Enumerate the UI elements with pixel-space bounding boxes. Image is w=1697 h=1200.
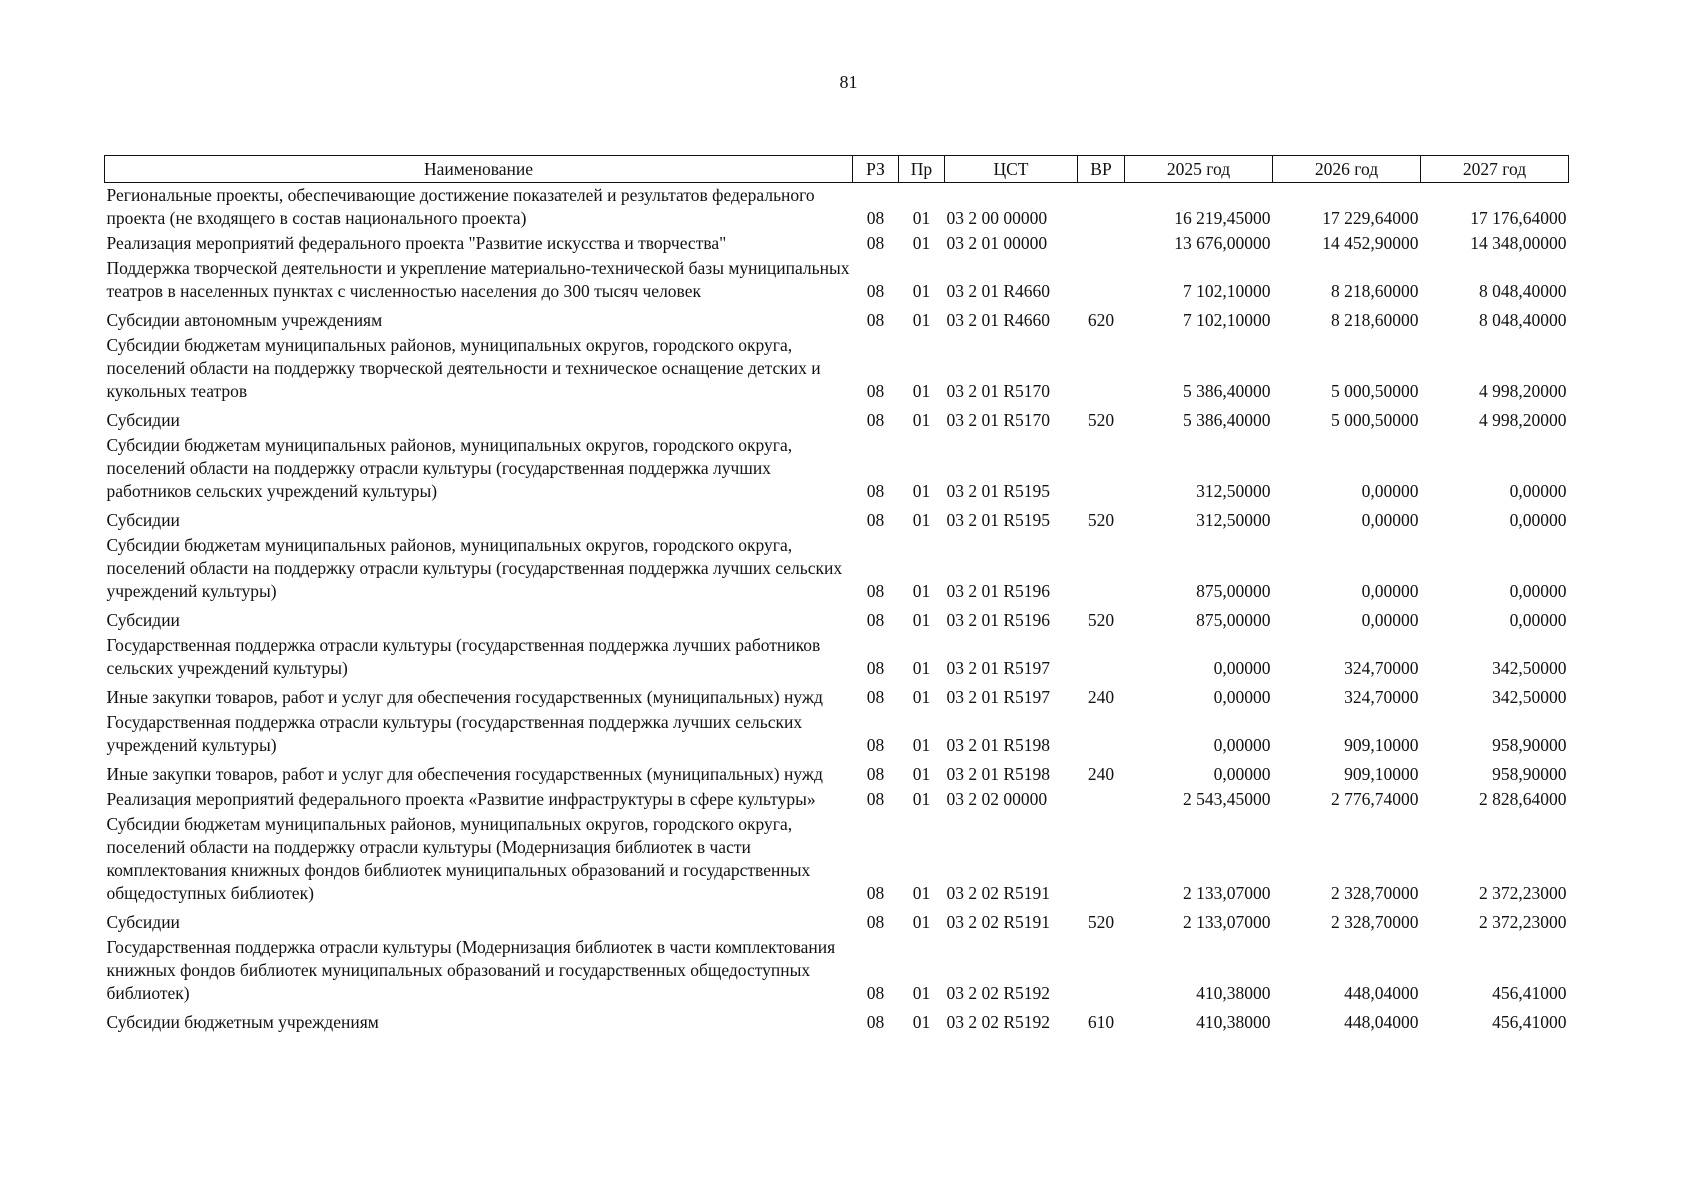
row-amount-2025: 410,38000 [1196,1012,1271,1032]
row-cst-cell: 03 2 00 00000 [946,208,1048,228]
row-vr-cell: 520 [1087,610,1115,630]
row-vr-cell [1078,633,1125,681]
row-vr-cell [1078,231,1125,256]
row-name-cell: Субсидии бюджетам муниципальных районов, муниципальных округов, городского округа, поселений области на поддержку отрасли культуры (Модернизация библиотек в части комплектования книжных фондов библиотек муниципальных образований и государственных общедоступных библиотек) [106,814,811,903]
row-amount-2027: 0,00000 [1509,481,1567,501]
row-vr-cell [1078,787,1125,812]
row-amount-2025: 0,00000 [1213,764,1271,784]
row-cst-cell: 03 2 02 R5191 [946,912,1051,932]
row-name-cell: Поддержка творческой деятельности и укрепление материально-технической базы муниципальных театров в населенных пунктах с численностью населения до 300 тысяч человек [106,258,850,301]
row-vr-cell: 610 [1087,1012,1115,1032]
row-rz-cell: 08 [866,481,885,501]
header-vr: ВР [1078,156,1125,183]
row-rz-cell: 08 [866,233,885,253]
row-amount-2025: 7 102,10000 [1183,281,1271,301]
row-cst-cell: 03 2 01 R5198 [946,764,1051,784]
table-row [105,812,1569,906]
row-amount-2026: 448,04000 [1344,983,1419,1003]
row-rz-cell: 08 [866,1012,885,1032]
row-amount-2027: 8 048,40000 [1479,310,1567,330]
row-cst-cell: 03 2 02 R5191 [946,883,1051,903]
row-pr-cell: 01 [912,581,931,601]
row-pr-cell: 01 [912,481,931,501]
row-rz-cell: 08 [866,735,885,755]
row-name-cell: Субсидии бюджетам муниципальных районов, муниципальных округов, городского округа, поселений области на поддержку отрасли культуры (государственная поддержка лучших работников сельских учреждений культуры) [106,435,793,501]
row-amount-2026: 2 328,70000 [1331,912,1419,932]
table-row [105,433,1569,504]
row-cst-cell: 03 2 01 R5195 [946,510,1051,530]
row-cst-cell: 03 2 02 00000 [946,789,1048,809]
table-row [105,604,1569,633]
row-vr-cell: 520 [1087,410,1115,430]
table-body [105,183,1569,1036]
header-year-2026: 2026 год [1273,156,1421,183]
table-row [105,633,1569,681]
row-cst-cell: 03 2 01 00000 [946,233,1048,253]
row-rz-cell: 08 [866,281,885,301]
row-name-cell: Субсидии автономным учреждениям [106,310,383,330]
table-row [105,681,1569,710]
row-rz-cell: 08 [866,658,885,678]
row-amount-2027: 0,00000 [1509,510,1567,530]
row-amount-2025: 7 102,10000 [1183,310,1271,330]
row-rz-cell: 08 [866,764,885,784]
row-amount-2027: 958,90000 [1492,735,1567,755]
page-number: 81 [839,72,858,92]
row-rz-cell: 08 [866,610,885,630]
row-amount-2025: 2 133,07000 [1183,912,1271,932]
row-rz-cell: 08 [866,983,885,1003]
row-vr-cell: 520 [1087,912,1115,932]
row-pr-cell: 01 [912,381,931,401]
row-cst-cell: 03 2 01 R5195 [946,481,1051,501]
row-rz-cell: 08 [866,510,885,530]
table-row [105,906,1569,935]
row-vr-cell: 240 [1087,687,1115,707]
row-pr-cell: 01 [912,687,931,707]
row-name-cell: Субсидии бюджетным учреждениям [106,1012,379,1032]
row-amount-2027: 0,00000 [1509,610,1567,630]
row-pr-cell: 01 [912,410,931,430]
row-amount-2027: 958,90000 [1492,764,1567,784]
row-amount-2026: 448,04000 [1344,1012,1419,1032]
row-amount-2026: 8 218,60000 [1331,281,1419,301]
row-amount-2027: 8 048,40000 [1479,281,1567,301]
row-pr-cell: 01 [912,789,931,809]
row-rz-cell: 08 [866,883,885,903]
table-row [105,533,1569,604]
header-name: Наименование [105,156,853,183]
row-name-cell: Субсидии бюджетам муниципальных районов, муниципальных округов, городского округа, поселений области на поддержку отрасли культуры (государственная поддержка лучших сельских учреждений культуры) [106,535,843,601]
row-amount-2027: 17 176,64000 [1470,208,1567,228]
row-pr-cell: 01 [912,208,931,228]
row-amount-2027: 456,41000 [1492,1012,1567,1032]
row-amount-2026: 0,00000 [1361,610,1419,630]
row-vr-cell [1078,333,1125,404]
row-name-cell: Субсидии [106,410,180,430]
row-name-cell: Субсидии [106,510,180,530]
row-pr-cell: 01 [912,1012,931,1032]
row-cst-cell: 03 2 01 R4660 [946,310,1051,330]
row-name-cell: Субсидии [106,912,180,932]
row-pr-cell: 01 [912,883,931,903]
row-amount-2026: 2 776,74000 [1331,789,1419,809]
row-amount-2027: 2 372,23000 [1479,883,1567,903]
row-amount-2026: 5 000,50000 [1331,381,1419,401]
row-rz-cell: 08 [866,410,885,430]
row-amount-2026: 909,10000 [1344,764,1419,784]
row-pr-cell: 01 [912,610,931,630]
header-year-2027: 2027 год [1421,156,1569,183]
row-rz-cell: 08 [866,381,885,401]
row-amount-2027: 0,00000 [1509,581,1567,601]
row-amount-2027: 2 828,64000 [1479,789,1567,809]
row-amount-2027: 2 372,23000 [1479,912,1567,932]
row-pr-cell: 01 [912,983,931,1003]
row-rz-cell: 08 [866,687,885,707]
row-amount-2026: 0,00000 [1361,581,1419,601]
row-cst-cell: 03 2 01 R5170 [946,381,1051,401]
row-vr-cell: 620 [1087,310,1115,330]
row-pr-cell: 01 [912,510,931,530]
table-row [105,183,1569,232]
table-header [105,156,1569,183]
row-amount-2025: 0,00000 [1213,658,1271,678]
row-cst-cell: 03 2 02 R5192 [946,1012,1051,1032]
row-cst-cell: 03 2 01 R5198 [946,735,1051,755]
row-amount-2026: 5 000,50000 [1331,410,1419,430]
row-amount-2026: 14 452,90000 [1322,233,1419,253]
header-row [105,156,1569,183]
row-name-cell: Государственная поддержка отрасли культуры (государственная поддержка лучших сельских учреждений культуры) [106,712,803,755]
header-rz: РЗ [853,156,899,183]
table-row [105,710,1569,758]
budget-table [104,155,1569,1035]
row-cst-cell: 03 2 02 R5192 [946,983,1051,1003]
row-cst-cell: 03 2 01 R5196 [946,581,1051,601]
row-amount-2027: 4 998,20000 [1479,381,1567,401]
header-cst: ЦСТ [945,156,1078,183]
row-vr-cell [1078,533,1125,604]
table-row [105,333,1569,404]
row-amount-2026: 8 218,60000 [1331,310,1419,330]
row-amount-2025: 2 133,07000 [1183,883,1271,903]
row-amount-2025: 410,38000 [1196,983,1271,1003]
row-amount-2026: 909,10000 [1344,735,1419,755]
table-row [105,1006,1569,1035]
row-pr-cell: 01 [912,233,931,253]
row-amount-2025: 0,00000 [1213,735,1271,755]
row-amount-2025: 2 543,45000 [1183,789,1271,809]
row-cst-cell: 03 2 01 R5196 [946,610,1051,630]
row-cst-cell: 03 2 01 R4660 [946,281,1051,301]
row-name-cell: Реализация мероприятий федерального проекта «Развитие инфраструктуры в сфере культуры» [106,789,816,809]
row-vr-cell [1078,812,1125,906]
row-name-cell: Государственная поддержка отрасли культуры (государственная поддержка лучших работников сельских учреждений культуры) [106,635,821,678]
table-row [105,758,1569,787]
table-row [105,935,1569,1006]
table-row [105,304,1569,333]
row-pr-cell: 01 [912,658,931,678]
row-name-cell: Иные закупки товаров, работ и услуг для обеспечения государственных (муниципальных) нужд [106,764,823,784]
row-name-cell: Реализация мероприятий федерального проекта "Развитие искусства и творчества" [106,233,727,253]
row-amount-2026: 0,00000 [1361,481,1419,501]
table-row [105,256,1569,304]
row-name-cell: Иные закупки товаров, работ и услуг для обеспечения государственных (муниципальных) нужд [106,687,823,707]
table-row [105,504,1569,533]
row-vr-cell [1078,433,1125,504]
row-amount-2025: 13 676,00000 [1174,233,1271,253]
row-pr-cell: 01 [912,310,931,330]
row-name-cell: Государственная поддержка отрасли культуры (Модернизация библиотек в части комплектования книжных фондов библиотек муниципальных образований и государственных общедоступных библиотек) [106,937,836,1003]
row-cst-cell: 03 2 01 R5197 [946,687,1051,707]
row-amount-2026: 2 328,70000 [1331,883,1419,903]
table-row [105,404,1569,433]
header-pr: Пр [899,156,945,183]
row-amount-2025: 16 219,45000 [1174,208,1271,228]
row-cst-cell: 03 2 01 R5197 [946,658,1051,678]
row-pr-cell: 01 [912,912,931,932]
row-amount-2026: 17 229,64000 [1322,208,1419,228]
row-amount-2027: 342,50000 [1492,687,1567,707]
row-vr-cell: 520 [1087,510,1115,530]
row-name-cell: Субсидии бюджетам муниципальных районов, муниципальных округов, городского округа, поселений области на поддержку творческой деятельности и техническое оснащение детских и кукольных театров [106,335,821,401]
row-name-cell: Региональные проекты, обеспечивающие достижение показателей и результатов федерального проекта (не входящего в состав национального проекта) [106,185,815,228]
row-vr-cell: 240 [1087,764,1115,784]
row-amount-2025: 875,00000 [1196,610,1271,630]
row-pr-cell: 01 [912,764,931,784]
row-amount-2026: 324,70000 [1344,658,1419,678]
row-pr-cell: 01 [912,281,931,301]
row-amount-2027: 342,50000 [1492,658,1567,678]
row-amount-2025: 312,50000 [1196,510,1271,530]
row-amount-2025: 312,50000 [1196,481,1271,501]
row-amount-2025: 0,00000 [1213,687,1271,707]
row-name-cell: Субсидии [106,610,180,630]
row-vr-cell [1078,710,1125,758]
row-vr-cell [1078,183,1125,232]
row-amount-2027: 4 998,20000 [1479,410,1567,430]
row-vr-cell [1078,935,1125,1006]
header-year-2025: 2025 год [1125,156,1273,183]
row-amount-2025: 5 386,40000 [1183,410,1271,430]
row-amount-2026: 324,70000 [1344,687,1419,707]
row-amount-2025: 875,00000 [1196,581,1271,601]
row-amount-2026: 0,00000 [1361,510,1419,530]
row-vr-cell [1078,256,1125,304]
row-rz-cell: 08 [866,789,885,809]
row-rz-cell: 08 [866,208,885,228]
table-row [105,787,1569,812]
row-cst-cell: 03 2 01 R5170 [946,410,1051,430]
row-amount-2027: 14 348,00000 [1470,233,1567,253]
table-row [105,231,1569,256]
row-rz-cell: 08 [866,310,885,330]
row-rz-cell: 08 [866,581,885,601]
row-rz-cell: 08 [866,912,885,932]
row-amount-2025: 5 386,40000 [1183,381,1271,401]
row-amount-2027: 456,41000 [1492,983,1567,1003]
row-pr-cell: 01 [912,735,931,755]
